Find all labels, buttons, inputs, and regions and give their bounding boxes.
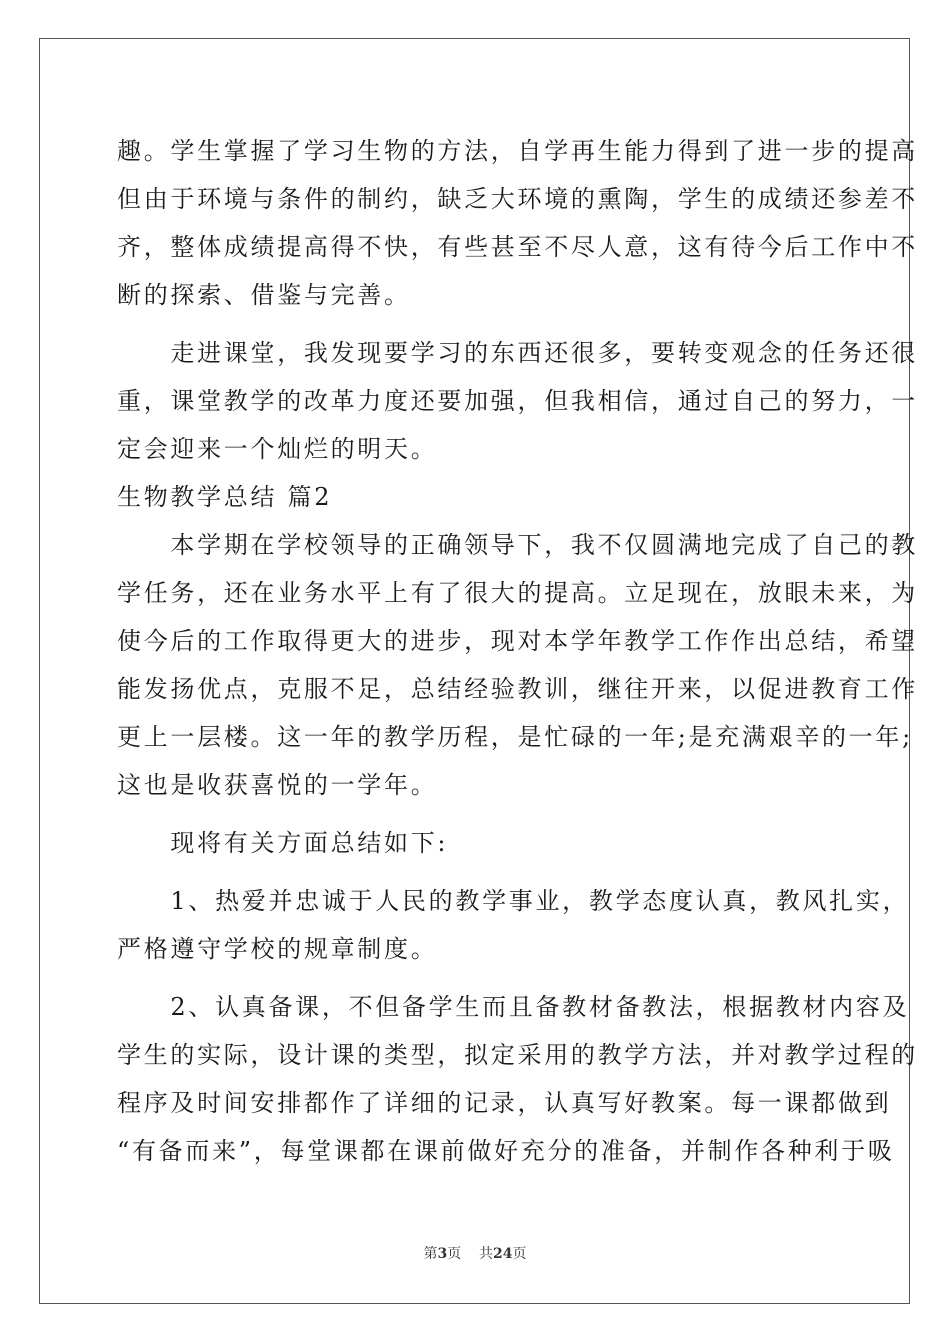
text-line: 但由于环境与条件的制约，缺乏大环境的熏陶，学生的成绩还参差不	[117, 185, 918, 213]
text-line: 使今后的工作取得更大的进步，现对本学年教学工作作出总结，希望	[117, 627, 918, 655]
text-line: “有备而来”，每堂课都在课前做好充分的准备，并制作各种利于吸	[117, 1137, 895, 1165]
text-line: 趣。学生掌握了学习生物的方法，自学再生能力得到了进一步的提高	[117, 137, 918, 165]
text-line: 走进课堂，我发现要学习的东西还很多，要转变观念的任务还很	[117, 339, 918, 367]
total-label-suffix: 页	[512, 1246, 527, 1262]
total-label-prefix: 共	[479, 1246, 494, 1262]
section-heading: 生物教学总结 篇2	[117, 483, 333, 511]
text-line: 本学期在学校领导的正确领导下，我不仅圆满地完成了自己的教	[117, 531, 918, 559]
text-line: 程序及时间安排都作了详细的记录，认真写好教案。每一课都做到	[117, 1089, 892, 1117]
text-line: 严格遵守学校的规章制度。	[117, 935, 438, 963]
text-line: 2、认真备课，不但备学生而且备教材备教法，根据教材内容及	[117, 993, 910, 1021]
page-label-prefix: 第	[423, 1246, 438, 1262]
text-line: 学生的实际，设计课的类型，拟定采用的教学方法，并对教学过程的	[117, 1041, 918, 1069]
document-body	[117, 127, 918, 1175]
text-line: 更上一层楼。这一年的教学历程，是忙碌的一年;是充满艰辛的一年;	[117, 723, 913, 751]
text-line: 能发扬优点，克服不足，总结经验教训，继往开来，以促进教育工作	[117, 675, 918, 703]
text-line: 1、热爱并忠诚于人民的教学事业，教学态度认真，教风扎实，	[117, 887, 910, 915]
page-label-suffix: 页	[447, 1246, 462, 1262]
text-line: 定会迎来一个灿烂的明天。	[117, 435, 438, 463]
text-line: 断的探索、借鉴与完善。	[117, 281, 411, 309]
text-line: 这也是收获喜悦的一学年。	[117, 771, 438, 799]
text-line: 现将有关方面总结如下:	[117, 829, 449, 857]
page-footer	[0, 1243, 950, 1263]
text-line: 重，课堂教学的改革力度还要加强，但我相信，通过自己的努力，一	[117, 387, 918, 415]
total-pages-number: 24	[493, 1246, 513, 1262]
text-line: 齐，整体成绩提高得不快，有些甚至不尽人意，这有待今后工作中不	[117, 233, 918, 261]
current-page-number: 3	[437, 1246, 448, 1262]
text-line: 学任务，还在业务水平上有了很大的提高。立足现在，放眼未来，为	[117, 579, 918, 607]
